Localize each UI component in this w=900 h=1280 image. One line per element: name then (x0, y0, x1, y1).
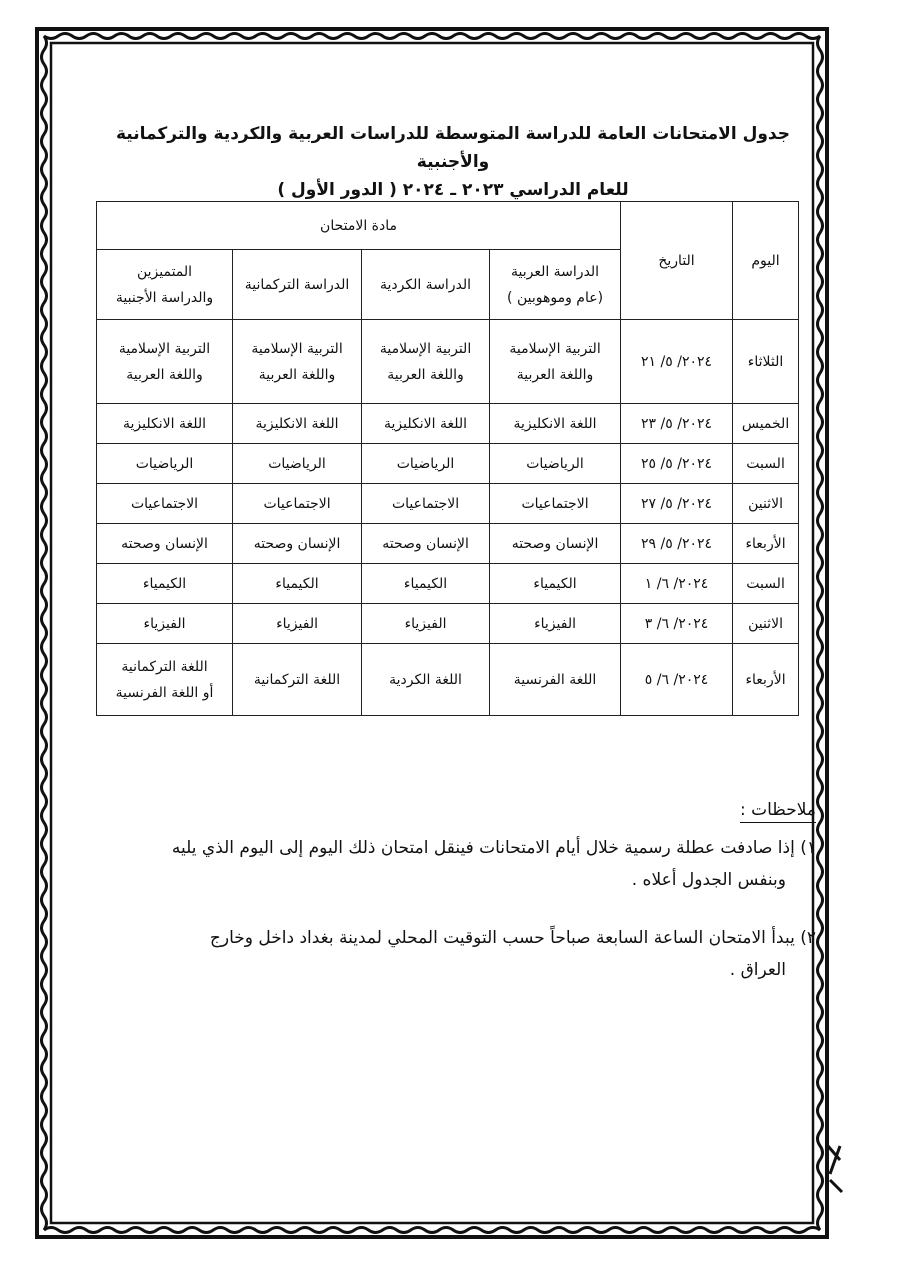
day-cell: الاثنين (733, 484, 799, 524)
subject-cell: الكيمياء (233, 564, 362, 604)
subject-cell: الاجتماعيات (362, 484, 490, 524)
subject-cell: الإنسان وصحته (97, 524, 233, 564)
date-cell: ٢٠٢٤/ ٥/ ٢٣ (621, 404, 733, 444)
note-2-line-2: العراق . (729, 960, 786, 980)
title-line-2: للعام الدراسي ٢٠٢٣ ـ ٢٠٢٤ ( الدور الأول ) (277, 180, 629, 200)
note-1-line-1: ١) إذا صادفت عطلة رسمية خلال أيام الامتحانات فينقل امتحان ذلك اليوم إلى اليوم الذي يليه (171, 838, 816, 858)
column-header: الدراسة التركمانية (233, 250, 362, 320)
header-day: اليوم (733, 202, 799, 320)
date-cell: ٢٠٢٤/ ٦/ ٣ (621, 604, 733, 644)
subject-cell: الرياضيات (97, 444, 233, 484)
subject-cell: التربية الإسلامية واللغة العربية (233, 320, 362, 404)
subject-cell: الكيمياء (490, 564, 621, 604)
subject-cell: الكيمياء (362, 564, 490, 604)
date-cell: ٢٠٢٤/ ٦/ ٥ (621, 644, 733, 716)
document-title (90, 120, 816, 204)
date-cell: ٢٠٢٤/ ٥/ ٢١ (621, 320, 733, 404)
subject-cell: الرياضيات (362, 444, 490, 484)
subject-cell: التربية الإسلامية واللغة العربية (97, 320, 233, 404)
subject-cell: الكيمياء (97, 564, 233, 604)
title-line-1: جدول الامتحانات العامة للدراسة المتوسطة للدراسات العربية والكردية والتركمانية والأجنبية (116, 124, 790, 172)
subject-cell: التربية الإسلامية واللغة العربية (362, 320, 490, 404)
header-date: التاريخ (621, 202, 733, 320)
column-header: الدراسة الكردية (362, 250, 490, 320)
date-cell: ٢٠٢٤/ ٦/ ١ (621, 564, 733, 604)
subject-cell: اللغة الانكليزية (233, 404, 362, 444)
subject-cell: اللغة التركمانية أو اللغة الفرنسية (97, 644, 233, 716)
table-row (97, 644, 799, 716)
subject-cell: الإنسان وصحته (490, 524, 621, 564)
table-header-row (97, 202, 799, 250)
subject-cell: اللغة الفرنسية (490, 644, 621, 716)
day-cell: السبت (733, 444, 799, 484)
table-row (97, 524, 799, 564)
subject-cell: الاجتماعيات (97, 484, 233, 524)
table-row (97, 484, 799, 524)
exam-schedule-table (96, 201, 799, 716)
subject-cell: الفيزياء (97, 604, 233, 644)
subject-cell: الرياضيات (490, 444, 621, 484)
day-cell: السبت (733, 564, 799, 604)
date-cell: ٢٠٢٤/ ٥/ ٢٧ (621, 484, 733, 524)
table-row (97, 320, 799, 404)
subject-cell: الفيزياء (362, 604, 490, 644)
day-cell: الأربعاء (733, 644, 799, 716)
note-1-line-2: وبنفس الجدول أعلاه . (631, 870, 786, 890)
table-row (97, 604, 799, 644)
subject-cell: الفيزياء (490, 604, 621, 644)
column-header: الدراسة العربية (عام وموهوبين ) (490, 250, 621, 320)
note-2-line-1: ٢) يبدأ الامتحان الساعة السابعة صباحاً حسب التوقيت المحلي لمدينة بغداد داخل وخارج (209, 928, 816, 948)
subject-cell: الإنسان وصحته (362, 524, 490, 564)
subject-cell: اللغة الانكليزية (97, 404, 233, 444)
table-row (97, 444, 799, 484)
table-row (97, 564, 799, 604)
notes-title: ملاحظات : (740, 800, 816, 823)
notes-section (80, 800, 820, 986)
subject-cell: التربية الإسلامية واللغة العربية (490, 320, 621, 404)
subject-cell: الرياضيات (233, 444, 362, 484)
day-cell: الأربعاء (733, 524, 799, 564)
date-cell: ٢٠٢٤/ ٥/ ٢٥ (621, 444, 733, 484)
subject-cell: الاجتماعيات (490, 484, 621, 524)
subject-cell: اللغة الانكليزية (362, 404, 490, 444)
table-row (97, 404, 799, 444)
day-cell: الاثنين (733, 604, 799, 644)
subject-cell: اللغة الانكليزية (490, 404, 621, 444)
subject-cell: اللغة التركمانية (233, 644, 362, 716)
column-header: المتميزين والدراسة الأجنبية (97, 250, 233, 320)
corner-mark-icon (826, 1140, 846, 1194)
day-cell: الخميس (733, 404, 799, 444)
header-subject: مادة الامتحان (97, 202, 621, 250)
subject-cell: الفيزياء (233, 604, 362, 644)
day-cell: الثلاثاء (733, 320, 799, 404)
subject-cell: اللغة الكردية (362, 644, 490, 716)
subject-cell: الاجتماعيات (233, 484, 362, 524)
date-cell: ٢٠٢٤/ ٥/ ٢٩ (621, 524, 733, 564)
subject-cell: الإنسان وصحته (233, 524, 362, 564)
note-2 (80, 922, 820, 986)
note-1 (80, 832, 820, 896)
